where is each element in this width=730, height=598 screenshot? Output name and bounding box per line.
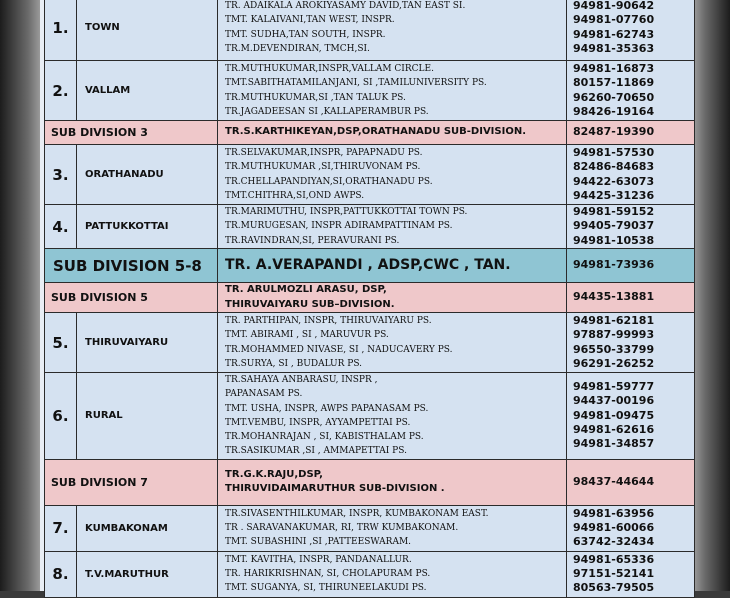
- officer-entry: TR.SELVAKUMAR,INSPR, PAPAPNADU PS.: [225, 147, 423, 158]
- phone-number: 94981-73936: [573, 258, 655, 272]
- directory-body: [45, 0, 695, 597]
- phone-number: 94981-57530: [573, 145, 655, 159]
- scanner-frame-right: [694, 0, 730, 591]
- officer-list: [218, 61, 567, 121]
- phone-number: 94981-62743: [573, 27, 655, 41]
- phone-number: 63742-32434: [573, 535, 655, 549]
- officer-entry: TMT. USHA, INSPR, AWPS PAPANASAM PS.: [225, 403, 429, 414]
- phone-list: [567, 205, 695, 249]
- phone-number: 94981-60066: [573, 521, 655, 535]
- sub-division-row: [45, 121, 695, 145]
- phone-number: 80157-11869: [573, 76, 655, 90]
- phone-number: 94981-90642: [573, 0, 655, 12]
- officer-list: [218, 0, 567, 61]
- officer-entry: TR. HARIKRISHNAN, SI, CHOLAPURAM PS.: [225, 569, 431, 580]
- phone-list: [567, 145, 695, 205]
- officer-entry: TR.S.KARTHIKEYAN,DSP,ORATHANADU SUB-DIVISION.: [225, 126, 526, 138]
- officer-entry: TR.SURYA, SI , BUDALUR PS.: [225, 358, 363, 369]
- officer-list: [218, 205, 567, 249]
- phone-number: 94981-62616: [573, 423, 655, 437]
- officer-entry: TR.CHELLAPANDIYAN,SI,ORATHANADU PS.: [225, 176, 433, 187]
- phone-number: 94422-63073: [573, 174, 655, 188]
- phone-number: 96550-33799: [573, 342, 655, 356]
- phone-number: 96260-70650: [573, 90, 655, 104]
- station-row: [45, 205, 695, 249]
- station-row: [45, 313, 695, 373]
- station-name: ORATHANADU: [77, 145, 218, 205]
- station-number: 3.: [45, 145, 77, 205]
- station-name: THIRUVAIYARU: [77, 313, 218, 373]
- station-name: PATTUKKOTTAI: [77, 205, 218, 249]
- phone-number: 94981-07760: [573, 13, 655, 27]
- phone-list: [567, 0, 695, 61]
- officer-entry: TR.SAHAYA ANBARASU, INSPR ,: [225, 375, 378, 385]
- officer-list: [218, 121, 567, 145]
- phone-number: 94981-62181: [573, 313, 655, 327]
- officer-list: [218, 313, 567, 373]
- station-name: TOWN: [77, 0, 218, 61]
- officer-entry: TR.RAVINDRAN,SI, PERAVURANI PS.: [225, 235, 400, 246]
- officer-entry: TR.M.DEVENDIRAN, TMCH,SI.: [225, 43, 370, 54]
- officer-list: [218, 145, 567, 205]
- officer-entry: TR.MOHAMMED NIVASE, SI , NADUCAVERY PS.: [225, 344, 453, 355]
- officer-entry: TR.MUTHUKUMAR,INSPR,VALLAM CIRCLE.: [225, 63, 434, 74]
- phone-list: [567, 459, 695, 505]
- officer-list: [218, 283, 567, 313]
- officer-entry: TR. ARULMOZLI ARASU, DSP,: [225, 284, 387, 296]
- officer-entry: TMT.SABITHATAMILANJANI, SI ,TAMILUNIVERSITY PS.: [225, 78, 487, 89]
- officer-entry: TR. ADAIKALA AROKIYASAMY DAVID,TAN EAST SI.: [225, 0, 466, 11]
- officer-entry: TR.MURUGESAN, INSPR ADIRAMPATTINAM PS.: [225, 221, 453, 232]
- phone-number: 94981-59777: [573, 380, 655, 394]
- phone-number: 94435-13881: [573, 290, 655, 304]
- station-row: [45, 505, 695, 551]
- officer-list: [218, 551, 567, 597]
- officer-entry: TR.MUTHUKUMAR ,SI,THIRUVONAM PS.: [225, 162, 421, 173]
- phone-number: 94981-65336: [573, 552, 655, 566]
- phone-list: [567, 373, 695, 460]
- phone-number: 80563-79505: [573, 581, 655, 595]
- officer-entry: TR . SARAVANAKUMAR, RI, TRW KUMBAKONAM.: [225, 523, 459, 534]
- phone-list: [567, 283, 695, 313]
- officer-entry: TR.JAGADEESAN SI ,KALLAPERAMBUR PS.: [225, 106, 429, 117]
- station-name: T.V.MARUTHUR: [77, 551, 218, 597]
- officer-entry: TR.MUTHUKUMAR,SI ,TAN TALUK PS.: [225, 92, 406, 103]
- officer-entry: PAPANASAM PS.: [225, 389, 303, 400]
- phone-number: 97887-99993: [573, 328, 655, 342]
- officer-entry: TR.MOHANRAJAN , SI, KABISTHALAM PS.: [225, 432, 424, 443]
- sub-division-row: [45, 249, 695, 283]
- officer-entry: TR.SASIKUMAR ,SI , AMMAPETTAI PS.: [225, 446, 407, 457]
- officer-list: [218, 459, 567, 505]
- officer-entry: TMT.CHITHRA,SI,OND AWPS.: [225, 190, 365, 201]
- officer-list: [218, 505, 567, 551]
- officer-entry: TMT.VEMBU, INSPR, AYYAMPETTAI PS.: [225, 417, 411, 428]
- station-number: 2.: [45, 61, 77, 121]
- phone-number: 94981-09475: [573, 408, 655, 422]
- phone-list: [567, 61, 695, 121]
- phone-list: [567, 551, 695, 597]
- officer-entry: TMT. KALAIVANI,TAN WEST, INSPR.: [225, 15, 395, 26]
- station-name: VALLAM: [77, 61, 218, 121]
- phone-list: [567, 249, 695, 283]
- phone-number: 82487-19390: [573, 125, 655, 139]
- station-number: 7.: [45, 505, 77, 551]
- officer-entry: TMT. ABIRAMI , SI , MARUVUR PS.: [225, 330, 389, 341]
- station-row: [45, 61, 695, 121]
- sub-division-label: SUB DIVISION 5-8: [45, 249, 218, 283]
- officer-entry: THIRUVIDAIMARUTHUR SUB-DIVISION .: [225, 483, 445, 495]
- phone-list: [567, 313, 695, 373]
- officer-list: [218, 373, 567, 460]
- officer-entry: TR. PARTHIPAN, INSPR, THIRUVAIYARU PS.: [225, 315, 432, 326]
- phone-number: 94981-16873: [573, 61, 655, 75]
- station-number: 8.: [45, 551, 77, 597]
- station-name: RURAL: [77, 373, 218, 460]
- phone-number: 82486-84683: [573, 160, 655, 174]
- sub-division-label: SUB DIVISION 5: [45, 283, 218, 313]
- officer-entry: TMT. SUBASHINI ,SI ,PATTEESWARAM.: [225, 537, 412, 548]
- station-number: 4.: [45, 205, 77, 249]
- phone-number: 98437-44644: [573, 475, 655, 489]
- phone-number: 94437-00196: [573, 394, 655, 408]
- station-name: KUMBAKONAM: [77, 505, 218, 551]
- police-contact-directory-table: [44, 0, 695, 598]
- phone-list: [567, 121, 695, 145]
- phone-number: 94981-59152: [573, 205, 655, 219]
- station-number: 5.: [45, 313, 77, 373]
- phone-number: 99405-79037: [573, 219, 655, 233]
- officer-entry: TR.MARIMUTHU, INSPR,PATTUKKOTTAI TOWN PS.: [225, 207, 468, 218]
- officer-entry: TR. A.VERAPANDI , ADSP,CWC , TAN.: [225, 257, 511, 274]
- sub-division-label: SUB DIVISION 3: [45, 121, 218, 145]
- officer-list: [218, 249, 567, 283]
- sub-division-row: [45, 283, 695, 313]
- phone-number: 97151-52141: [573, 567, 655, 581]
- sub-division-label: SUB DIVISION 7: [45, 459, 218, 505]
- phone-number: 94981-63956: [573, 506, 655, 520]
- station-row: [45, 373, 695, 460]
- officer-entry: THIRUVAIYARU SUB–DIVISION.: [225, 298, 395, 310]
- station-number: 1.: [45, 0, 77, 61]
- station-row: [45, 0, 695, 61]
- sub-division-row: [45, 459, 695, 505]
- phone-number: 96291-26252: [573, 356, 655, 370]
- officer-entry: TR.SIVASENTHILKUMAR, INSPR, KUMBAKONAM EAST.: [225, 508, 489, 519]
- station-row: [45, 145, 695, 205]
- phone-number: 94981-35363: [573, 41, 655, 55]
- phone-list: [567, 505, 695, 551]
- phone-number: 94981-34857: [573, 437, 655, 451]
- officer-entry: TR.G.K.RAJU,DSP,: [225, 468, 323, 480]
- phone-number: 94981-10538: [573, 233, 655, 247]
- officer-entry: TMT. SUDHA,TAN SOUTH, INSPR.: [225, 29, 386, 40]
- station-number: 6.: [45, 373, 77, 460]
- officer-entry: TMT. KAVITHA, INSPR, PANDANALLUR.: [225, 554, 412, 565]
- scanner-frame-left: [0, 0, 40, 591]
- phone-number: 94425-31236: [573, 188, 655, 202]
- station-row: [45, 551, 695, 597]
- officer-entry: TMT. SUGANYA, SI, THIRUNEELAKUDI PS.: [225, 583, 427, 594]
- phone-number: 98426-19164: [573, 104, 655, 118]
